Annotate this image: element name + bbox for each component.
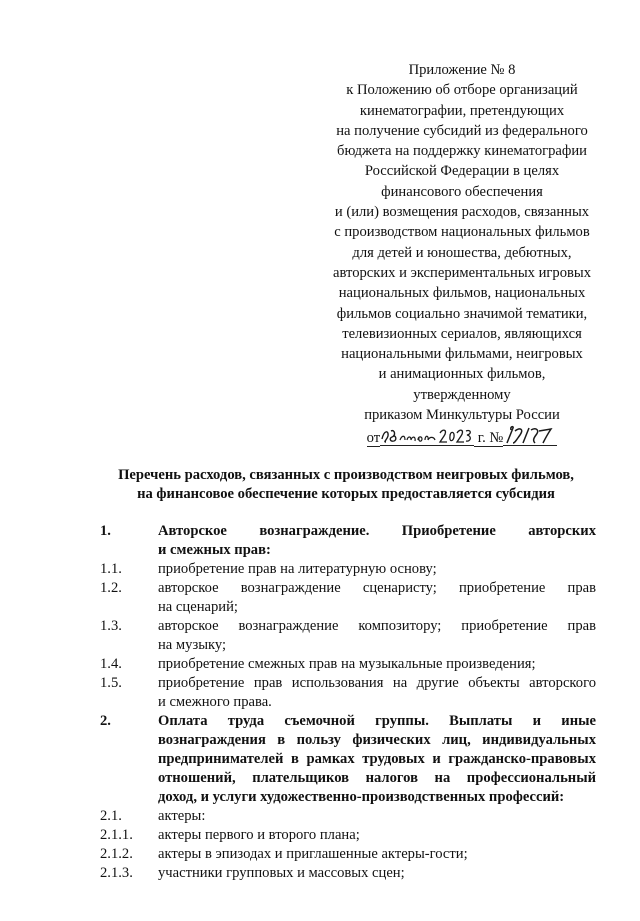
year-suffix: г. № (474, 430, 503, 447)
appendix-line: авторских и экспериментальных игровых (333, 264, 591, 281)
item-number: 2.1.2. (100, 846, 133, 862)
appendix-line: телевизионных сериалов, являющихся (342, 325, 582, 342)
item-number: 2.1.3. (100, 865, 133, 881)
list-item (100, 807, 596, 826)
appendix-header (300, 60, 624, 449)
appendix-line: и анимационных фильмов, (378, 366, 546, 383)
item-text: авторское вознаграждение композитору; приобретение прав на музыку; (158, 618, 596, 653)
order-prefix: от (366, 430, 381, 447)
item-text: приобретение прав использования на другие объекты авторского и смежного права. (158, 675, 596, 710)
list-item (100, 864, 596, 883)
item-text: актеры: (158, 808, 206, 824)
appendix-line: финансового обеспечения (381, 183, 543, 200)
appendix-line: кинематографии, претендующих (359, 102, 565, 119)
item-text: Оплата труда съемочной группы. Выплаты и иные вознаграждения в пользу физических лиц, индивидуальных предпринимателей в рамках трудовых и гражданско-правовых отношений, плательщиков налогов на профессиональный доход, и услуги художественно-производственных профессий: (158, 713, 596, 805)
item-number: 1.3. (100, 618, 122, 634)
title-line-1: Перечень расходов, связанных с производством неигровых фильмов, (118, 467, 574, 483)
list-item (100, 522, 596, 560)
item-number: 2.1.1. (100, 827, 133, 843)
item-number: 1.1. (100, 561, 122, 577)
appendix-line: с производством национальных фильмов (334, 224, 590, 241)
appendix-line: бюджета на поддержку кинематографии (337, 143, 587, 160)
item-text: актеры в эпизодах и приглашенные актеры-гости; (158, 846, 468, 862)
appendix-line: на получение субсидий из федерального (336, 122, 588, 139)
item-number: 2.1. (100, 808, 122, 824)
appendix-line: для детей и юношества, дебютных, (352, 244, 572, 261)
title-line-2: на финансовое обеспечение которых предоставляется субсидия (137, 486, 555, 502)
item-number: 1. (100, 523, 111, 539)
appendix-line: приказом Минкультуры России (364, 407, 560, 424)
item-number: 1.4. (100, 656, 122, 672)
handwritten-number (503, 425, 557, 446)
handwritten-year (438, 427, 474, 446)
order-date-number-line (300, 425, 624, 448)
appendix-line: фильмов социально значимой тематики, (336, 305, 588, 322)
item-text: участники групповых и массовых сцен; (158, 865, 405, 881)
list-item (100, 845, 596, 864)
item-number: 1.2. (100, 580, 122, 596)
appendix-line: и (или) возмещения расходов, связанных (334, 204, 590, 221)
document-title (96, 466, 596, 504)
item-text: приобретение смежных прав на музыкальные произведения; (158, 656, 536, 672)
list-item (100, 560, 596, 579)
appendix-line: Приложение № 8 (408, 62, 516, 78)
appendix-line: национальными фильмами, неигровых (341, 346, 583, 363)
appendix-line: Российской Федерации в целях (364, 163, 560, 180)
expense-list (100, 522, 596, 883)
item-text: Авторское вознаграждение. Приобретение авторских и смежных прав: (158, 523, 596, 558)
handwritten-date (380, 427, 438, 446)
item-number: 2. (100, 713, 111, 729)
item-text: авторское вознаграждение сценаристу; приобретение прав на сценарий; (158, 580, 596, 615)
appendix-line: утвержденному (413, 386, 511, 403)
item-text: актеры первого и второго плана; (158, 827, 360, 843)
list-item (100, 655, 596, 674)
list-item (100, 617, 596, 655)
list-item (100, 674, 596, 712)
list-item (100, 712, 596, 807)
appendix-line: национальных фильмов, национальных (338, 285, 586, 302)
list-item (100, 579, 596, 617)
item-text: приобретение прав на литературную основу; (158, 561, 437, 577)
item-number: 1.5. (100, 675, 122, 691)
list-item (100, 826, 596, 845)
appendix-line: к Положению об отборе организаций (346, 82, 578, 99)
